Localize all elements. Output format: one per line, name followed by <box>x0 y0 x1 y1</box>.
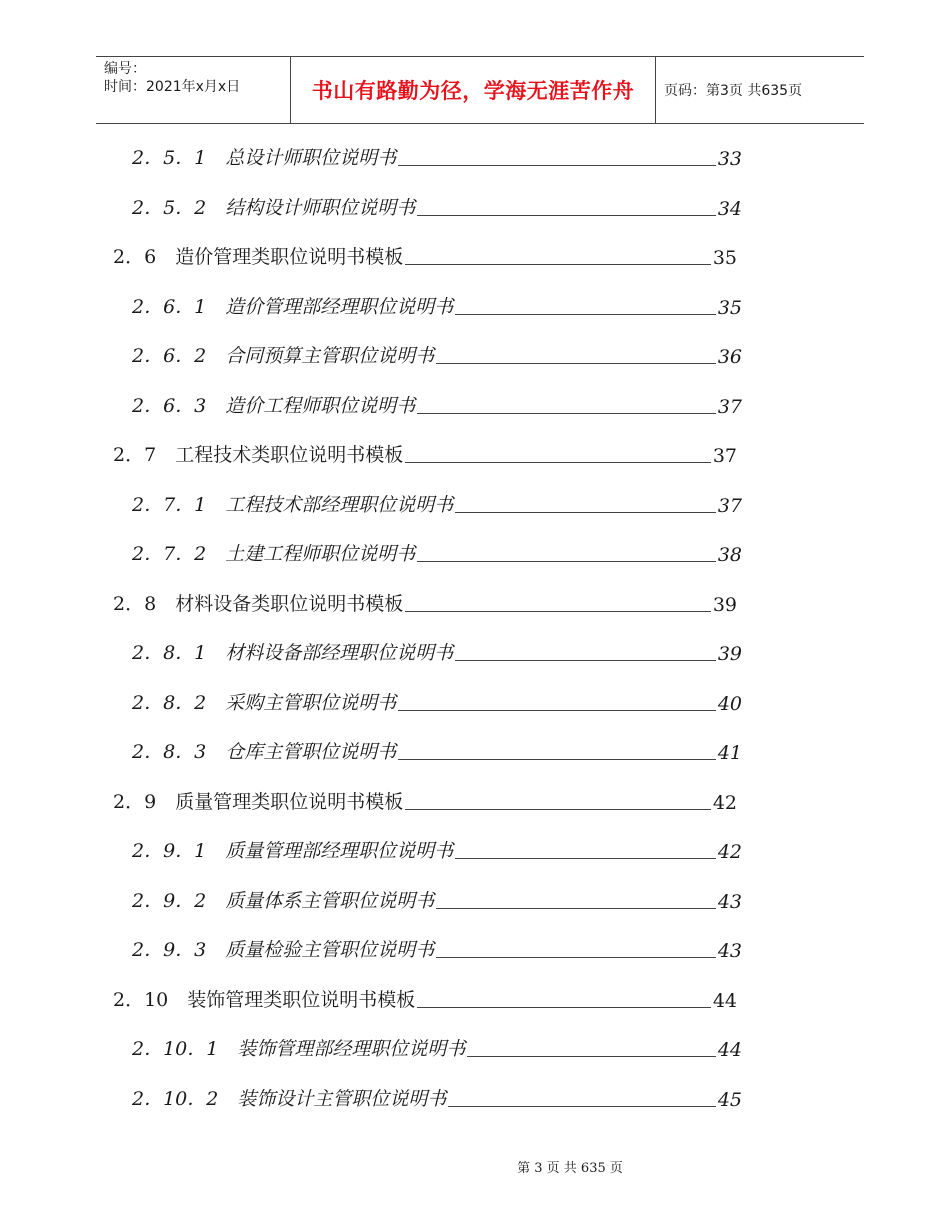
toc-entry-title: 合同预算主管职位说明书 <box>225 345 435 367</box>
toc-leader-line <box>455 858 716 859</box>
doc-number-label: 编号： <box>104 61 146 77</box>
toc-entry-page: 36 <box>717 346 742 368</box>
toc-entry-number: 2．9．3 <box>132 939 226 961</box>
toc-leader-line <box>405 809 711 810</box>
toc-leader-line <box>455 660 716 661</box>
toc-entry-number: 2．9 <box>113 791 176 813</box>
toc-entry[interactable] <box>113 243 737 269</box>
toc-entry-number: 2．8．1 <box>132 642 226 664</box>
toc-entry-page: 43 <box>717 940 742 962</box>
toc-entry-number: 2．6．1 <box>132 296 226 318</box>
toc-entry-title: 质量检验主管职位说明书 <box>225 939 435 961</box>
toc-leader-line <box>417 561 716 562</box>
toc-entry[interactable] <box>132 1035 742 1061</box>
toc-entry-title: 材料设备类职位说明书模板 <box>175 593 404 615</box>
toc-leader-line <box>405 611 711 612</box>
toc-entry-title: 采购主管职位说明书 <box>225 692 397 714</box>
toc-entry[interactable] <box>132 689 742 715</box>
toc-entry-title: 材料设备部经理职位说明书 <box>225 642 454 664</box>
toc-entry-page: 45 <box>717 1089 742 1111</box>
toc-entry-title: 仓库主管职位说明书 <box>225 741 397 763</box>
toc-leader-line <box>398 165 716 166</box>
toc-entry-title: 装饰管理部经理职位说明书 <box>237 1038 466 1060</box>
toc-entry-title: 质量体系主管职位说明书 <box>225 890 435 912</box>
toc-entry-title: 造价工程师职位说明书 <box>225 395 416 417</box>
toc-entry[interactable] <box>132 144 742 170</box>
toc-entry-title: 造价管理类职位说明书模板 <box>175 246 404 268</box>
toc-entry-title: 质量管理类职位说明书模板 <box>175 791 404 813</box>
toc-entry-number: 2．6．2 <box>132 345 226 367</box>
toc-entry-page: 39 <box>717 643 742 665</box>
toc-entry-page: 39 <box>712 594 737 616</box>
toc-entry[interactable] <box>113 590 737 616</box>
toc-entry-page: 38 <box>717 544 742 566</box>
toc-leader-line <box>417 413 716 414</box>
header-meta <box>96 57 291 123</box>
toc-entry-number: 2．6．3 <box>132 395 226 417</box>
toc-entry[interactable] <box>132 1085 742 1111</box>
toc-entry[interactable] <box>132 293 742 319</box>
toc-entry-page: 40 <box>717 693 742 715</box>
toc-leader-line <box>467 1056 715 1057</box>
toc-entry[interactable] <box>132 342 742 368</box>
toc-entry-page: 41 <box>717 742 742 764</box>
toc-entry[interactable] <box>132 887 742 913</box>
toc-entry-number: 2．7 <box>113 444 176 466</box>
toc-entry-page: 37 <box>712 445 737 467</box>
toc-entry-title: 造价管理部经理职位说明书 <box>225 296 454 318</box>
toc-entry-page: 33 <box>717 148 742 170</box>
toc-leader-line <box>436 957 716 958</box>
toc-entry-page: 44 <box>712 990 737 1012</box>
document-header <box>96 56 864 124</box>
toc-entry-number: 2．8．3 <box>132 741 226 763</box>
toc-entry[interactable] <box>113 441 737 467</box>
toc-entry-title: 装饰管理类职位说明书模板 <box>187 989 416 1011</box>
page-footer <box>0 1157 950 1176</box>
toc-entry-page: 43 <box>717 891 742 913</box>
toc-entry-page: 37 <box>717 495 742 517</box>
toc-entry-title: 结构设计师职位说明书 <box>225 197 416 219</box>
toc-entry[interactable] <box>113 788 737 814</box>
toc-entry-title: 装饰设计主管职位说明书 <box>237 1088 447 1110</box>
toc-leader-line <box>436 363 716 364</box>
toc-entry-number: 2．5．1 <box>132 147 226 169</box>
toc-leader-line <box>398 759 716 760</box>
toc-entry-number: 2．9．1 <box>132 840 226 862</box>
footer-page-number: 第 3 页 共 635 页 <box>517 1161 623 1176</box>
toc-entry-page: 42 <box>712 792 737 814</box>
toc-entry-title: 总设计师职位说明书 <box>225 147 397 169</box>
toc-entry-title: 土建工程师职位说明书 <box>225 543 416 565</box>
toc-entry[interactable] <box>132 540 742 566</box>
toc-entry[interactable] <box>132 639 742 665</box>
toc-entry-number: 2．6 <box>113 246 176 268</box>
toc-entry-number: 2．5．2 <box>132 197 226 219</box>
toc-entry[interactable] <box>113 986 737 1012</box>
toc-leader-line <box>398 710 716 711</box>
header-page-info: 页码：第3页 共635页 <box>664 83 803 99</box>
toc-entry-number: 2．9．2 <box>132 890 226 912</box>
toc-entry-title: 质量管理部经理职位说明书 <box>225 840 454 862</box>
toc-entry[interactable] <box>132 392 742 418</box>
toc-entry-title: 工程技术部经理职位说明书 <box>225 494 454 516</box>
toc-entry-title: 工程技术类职位说明书模板 <box>175 444 404 466</box>
toc-leader-line <box>417 215 716 216</box>
toc-entry[interactable] <box>132 738 742 764</box>
toc-entry-number: 2．7．2 <box>132 543 226 565</box>
doc-date-label: 时间：2021年x月x日 <box>104 79 241 95</box>
toc-entry-page: 44 <box>717 1039 742 1061</box>
toc-entry-page: 35 <box>717 297 742 319</box>
toc-leader-line <box>405 264 711 265</box>
toc-entry[interactable] <box>132 837 742 863</box>
toc-entry-page: 34 <box>717 198 742 220</box>
header-motto: 书山有路勤为径，学海无涯苦作舟 <box>311 79 635 103</box>
toc-leader-line <box>455 314 716 315</box>
toc-entry[interactable] <box>132 194 742 220</box>
toc-entry-number: 2．10．1 <box>132 1038 238 1060</box>
header-motto-cell <box>291 57 656 123</box>
toc-entry-page: 35 <box>712 247 737 269</box>
toc-leader-line <box>405 462 711 463</box>
toc-entry-number: 2．7．1 <box>132 494 226 516</box>
toc-leader-line <box>455 512 716 513</box>
toc-entry-number: 2．8．2 <box>132 692 226 714</box>
toc-leader-line <box>436 908 716 909</box>
toc-entry-number: 2．8 <box>113 593 176 615</box>
toc-leader-line <box>448 1106 715 1107</box>
toc-leader-line <box>417 1007 711 1008</box>
toc-entry-page: 42 <box>717 841 742 863</box>
toc-entry[interactable] <box>132 936 742 962</box>
toc-entry-page: 37 <box>717 396 742 418</box>
toc-entry[interactable] <box>132 491 742 517</box>
toc-entry-number: 2．10．2 <box>132 1088 238 1110</box>
toc-entry-number: 2．10 <box>113 989 188 1011</box>
